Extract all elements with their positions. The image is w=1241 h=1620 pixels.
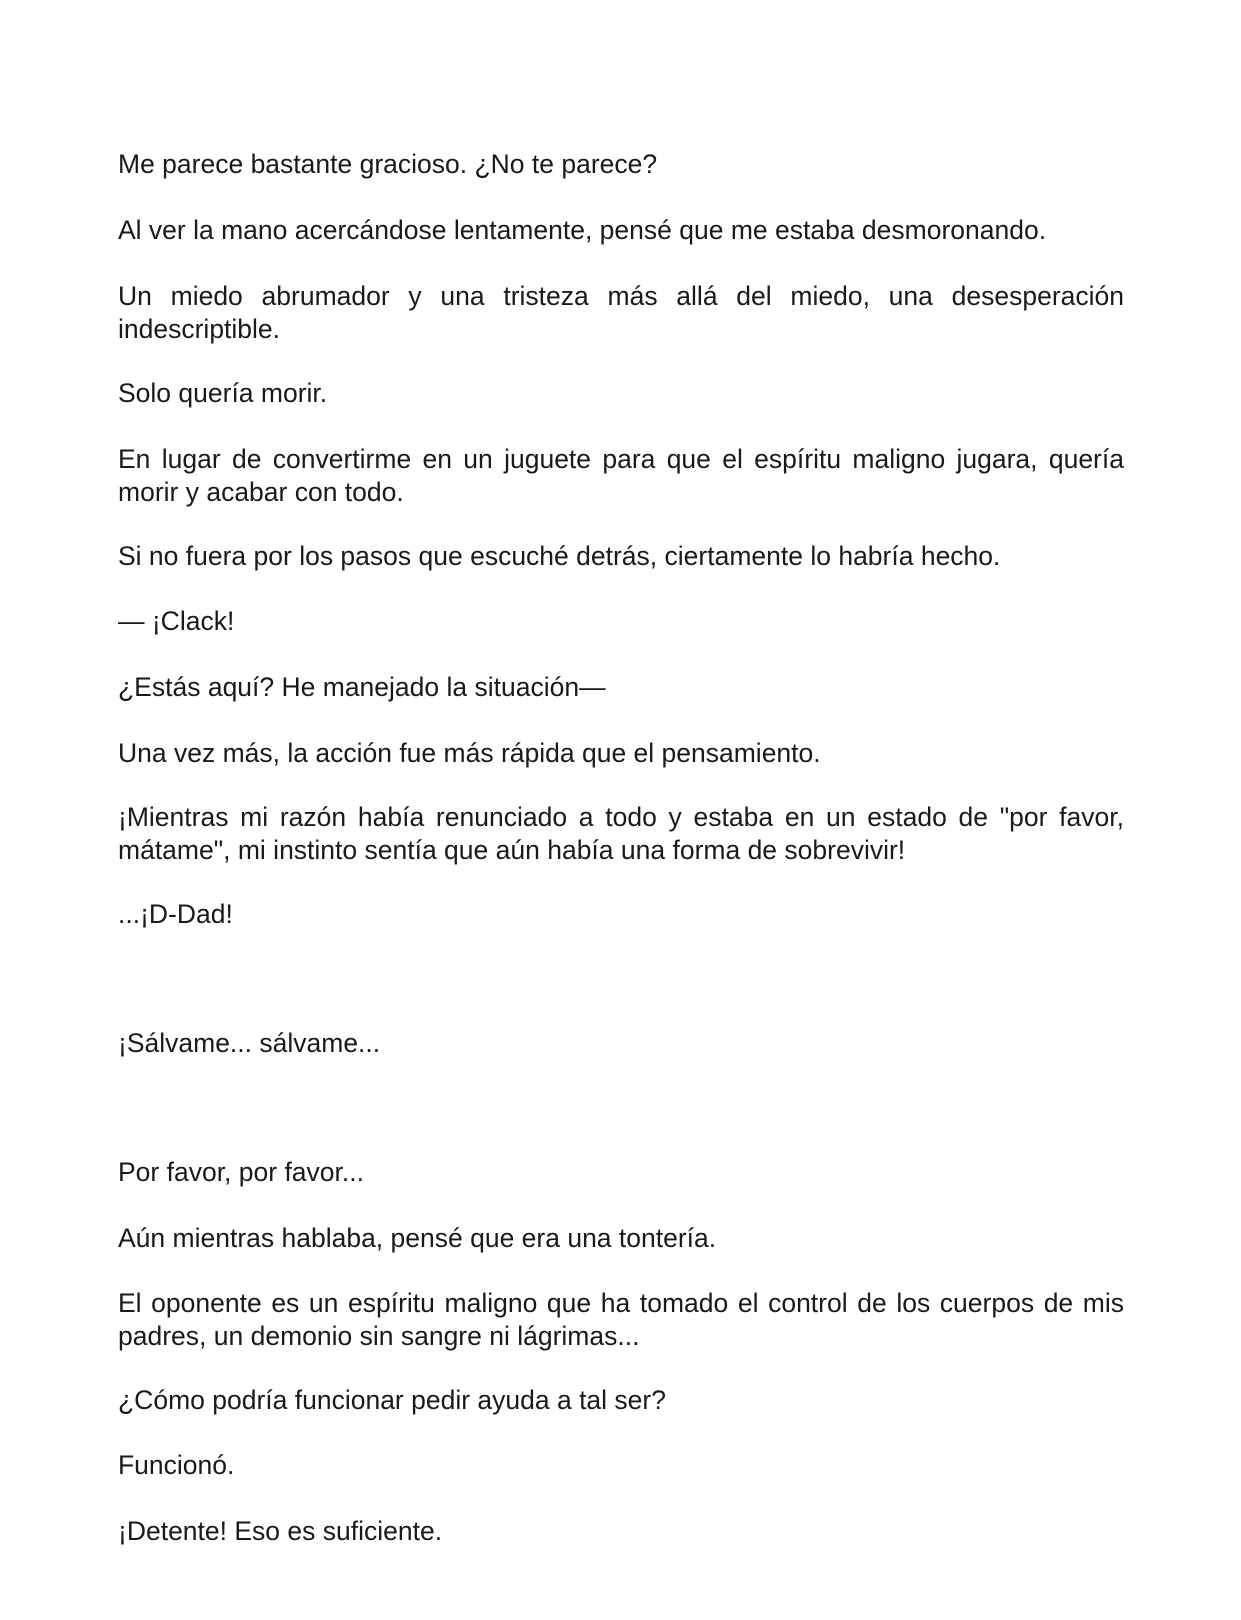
paragraph: Una vez más, la acción fue más rápida que el pensamiento.: [118, 738, 821, 768]
paragraph: Un miedo abrumador y una tristeza más allá del miedo, una desesperación indescriptible.: [118, 281, 1124, 344]
paragraph: En lugar de convertirme en un juguete para que el espíritu maligno jugara, quería morir y acabar con todo.: [118, 444, 1124, 507]
paragraph: — ¡Clack!: [118, 606, 235, 636]
paragraph: ¿Cómo podría funcionar pedir ayuda a tal ser?: [118, 1385, 666, 1415]
paragraph: El oponente es un espíritu maligno que ha tomado el control de los cuerpos de mis padres, un demonio sin sangre ni lágrimas...: [118, 1288, 1124, 1351]
paragraph: Por favor, por favor...: [118, 1157, 364, 1187]
paragraph: Funcionó.: [118, 1450, 235, 1480]
paragraph: Aún mientras hablaba, pensé que era una tontería.: [118, 1223, 717, 1253]
paragraph: Si no fuera por los pasos que escuché detrás, ciertamente lo habría hecho.: [118, 541, 1001, 571]
paragraph: Solo quería morir.: [118, 378, 328, 408]
paragraph: Al ver la mano acercándose lentamente, pensé que me estaba desmoronando.: [118, 215, 1047, 245]
paragraph: ¡Sálvame... sálvame...: [118, 1028, 381, 1058]
paragraph: ¿Estás aquí? He manejado la situación—: [118, 672, 606, 702]
paragraph: ¡Mientras mi razón había renunciado a todo y estaba en un estado de "por favor, mátame", mi instinto sentía que aún había una forma de sobrevivir!: [118, 802, 1124, 865]
paragraph: Me parece bastante gracioso. ¿No te parece?: [118, 149, 658, 179]
paragraph: ...¡D-Dad!: [118, 899, 233, 929]
paragraph: ¡Detente! Eso es suficiente.: [118, 1516, 443, 1546]
